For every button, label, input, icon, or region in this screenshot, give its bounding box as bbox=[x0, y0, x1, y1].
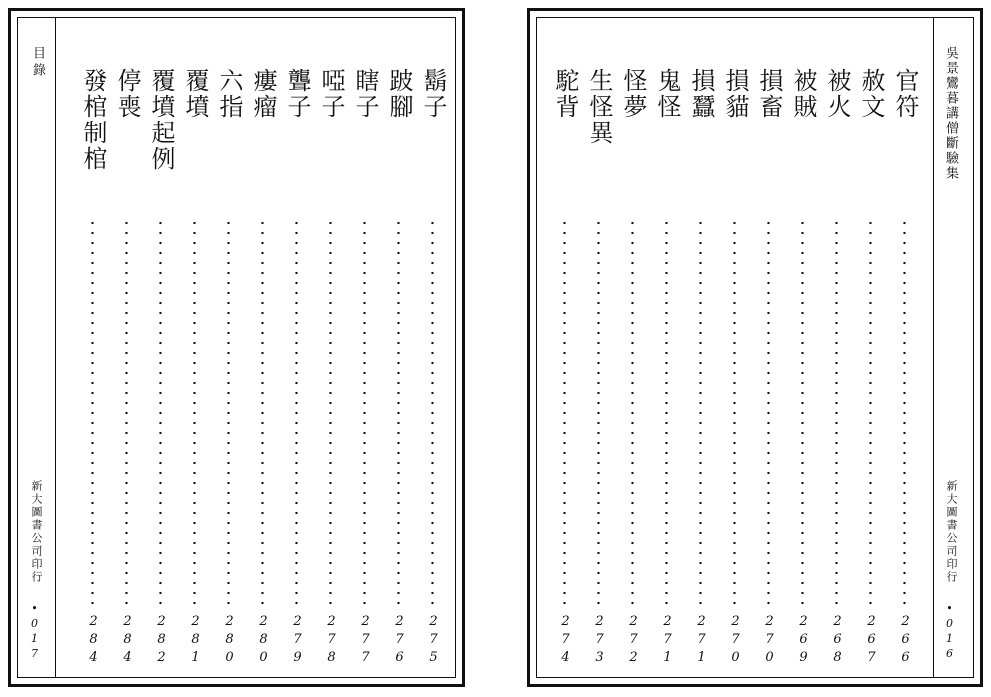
left-page-frame bbox=[17, 17, 456, 678]
dot-leader bbox=[397, 218, 400, 612]
dot-leader bbox=[159, 218, 162, 612]
toc-entry-title: 損畜 bbox=[755, 68, 783, 120]
toc-entry-title: 鬼怪 bbox=[653, 68, 681, 120]
toc-entry-title: 跛腳 bbox=[385, 68, 413, 120]
toc-entry-page: 272 bbox=[626, 614, 641, 668]
dot-leader bbox=[903, 218, 906, 612]
toc-entry[interactable] bbox=[247, 68, 279, 668]
toc-entry[interactable] bbox=[77, 68, 109, 668]
toc-entry[interactable] bbox=[111, 68, 143, 668]
toc-entry-page: 267 bbox=[864, 614, 879, 668]
toc-entry-title: 停喪 bbox=[113, 68, 141, 120]
toc-entry-page: 266 bbox=[898, 614, 913, 668]
dot-leader bbox=[733, 218, 736, 612]
dot-leader bbox=[193, 218, 196, 612]
toc-entry[interactable] bbox=[213, 68, 245, 668]
left-page bbox=[8, 8, 465, 687]
toc-entry-page: 273 bbox=[592, 614, 607, 668]
toc-entry[interactable] bbox=[889, 68, 921, 668]
toc-entry-page: 270 bbox=[762, 614, 777, 668]
toc-entry-title: 瘻瘤 bbox=[249, 68, 277, 120]
toc-entry-page: 268 bbox=[830, 614, 845, 668]
toc-entry-title: 損蠶 bbox=[687, 68, 715, 120]
toc-entry-title: 瞎子 bbox=[351, 68, 379, 120]
toc-entry-title: 發棺制棺 bbox=[79, 68, 107, 172]
toc-entry[interactable] bbox=[179, 68, 211, 668]
toc-entry-page: 271 bbox=[660, 614, 675, 668]
toc-entry-page: 280 bbox=[256, 614, 271, 668]
toc-entry-title: 六指 bbox=[215, 68, 243, 120]
toc-entry-title: 鬍子 bbox=[419, 68, 447, 120]
dot-leader bbox=[295, 218, 298, 612]
toc-entry-title: 聾子 bbox=[283, 68, 311, 120]
left-page-header: 目錄 bbox=[30, 46, 45, 80]
toc-entry-title: 覆墳 bbox=[181, 68, 209, 120]
dot-leader bbox=[801, 218, 804, 612]
dot-leader bbox=[869, 218, 872, 612]
toc-entry-page: 274 bbox=[558, 614, 573, 668]
toc-entry[interactable] bbox=[417, 68, 449, 668]
toc-entry-page: 271 bbox=[694, 614, 709, 668]
toc-entry-page: 281 bbox=[188, 614, 203, 668]
dot-leader bbox=[835, 218, 838, 612]
toc-entry-title: 覆墳起例 bbox=[147, 68, 175, 172]
toc-entry-page: 278 bbox=[324, 614, 339, 668]
toc-entry[interactable] bbox=[821, 68, 853, 668]
dot-leader bbox=[227, 218, 230, 612]
left-header-divider bbox=[55, 18, 56, 677]
toc-entry-title: 怪夢 bbox=[619, 68, 647, 120]
toc-entry-title: 損貓 bbox=[721, 68, 749, 120]
right-page bbox=[527, 8, 983, 687]
left-publisher-imprint: 新大圖書公司印行 bbox=[30, 480, 43, 584]
right-folio: •016 bbox=[943, 602, 956, 662]
toc-entry[interactable] bbox=[685, 68, 717, 668]
toc-entry-page: 282 bbox=[154, 614, 169, 668]
toc-entry-page: 277 bbox=[358, 614, 373, 668]
dot-leader bbox=[665, 218, 668, 612]
toc-entry-title: 被賊 bbox=[789, 68, 817, 120]
right-page-header: 吳景鸞暮講僧斷驗集 bbox=[943, 46, 958, 181]
toc-entry[interactable] bbox=[281, 68, 313, 668]
right-page-frame bbox=[536, 17, 974, 678]
toc-entry[interactable] bbox=[583, 68, 615, 668]
right-publisher-imprint: 新大圖書公司印行 bbox=[945, 480, 958, 584]
toc-entry[interactable] bbox=[719, 68, 751, 668]
toc-entry-page: 270 bbox=[728, 614, 743, 668]
toc-entry-title: 赦文 bbox=[857, 68, 885, 120]
dot-leader bbox=[261, 218, 264, 612]
toc-entry[interactable] bbox=[383, 68, 415, 668]
toc-entry[interactable] bbox=[617, 68, 649, 668]
toc-entry-page: 276 bbox=[392, 614, 407, 668]
dot-leader bbox=[125, 218, 128, 612]
dot-leader bbox=[563, 218, 566, 612]
toc-entry[interactable] bbox=[753, 68, 785, 668]
toc-entry[interactable] bbox=[787, 68, 819, 668]
toc-entry[interactable] bbox=[349, 68, 381, 668]
dot-leader bbox=[597, 218, 600, 612]
toc-entry-title: 啞子 bbox=[317, 68, 345, 120]
right-header-divider bbox=[933, 18, 934, 677]
toc-entry-page: 269 bbox=[796, 614, 811, 668]
dot-leader bbox=[767, 218, 770, 612]
dot-leader bbox=[363, 218, 366, 612]
toc-entry-title: 官符 bbox=[891, 68, 919, 120]
toc-entry-page: 280 bbox=[222, 614, 237, 668]
left-folio: •017 bbox=[28, 602, 41, 662]
toc-entry[interactable] bbox=[651, 68, 683, 668]
dot-leader bbox=[91, 218, 94, 612]
dot-leader bbox=[631, 218, 634, 612]
toc-entry[interactable] bbox=[315, 68, 347, 668]
dot-leader bbox=[329, 218, 332, 612]
toc-entry[interactable] bbox=[145, 68, 177, 668]
dot-leader bbox=[431, 218, 434, 612]
toc-entry-title: 駝背 bbox=[551, 68, 579, 120]
toc-entry[interactable] bbox=[549, 68, 581, 668]
dot-leader bbox=[699, 218, 702, 612]
toc-entry-title: 被火 bbox=[823, 68, 851, 120]
toc-entry[interactable] bbox=[855, 68, 887, 668]
toc-entry-title: 生怪異 bbox=[585, 68, 613, 146]
toc-entry-page: 284 bbox=[86, 614, 101, 668]
toc-entry-page: 284 bbox=[120, 614, 135, 668]
toc-entry-page: 275 bbox=[426, 614, 441, 668]
toc-entry-page: 279 bbox=[290, 614, 305, 668]
